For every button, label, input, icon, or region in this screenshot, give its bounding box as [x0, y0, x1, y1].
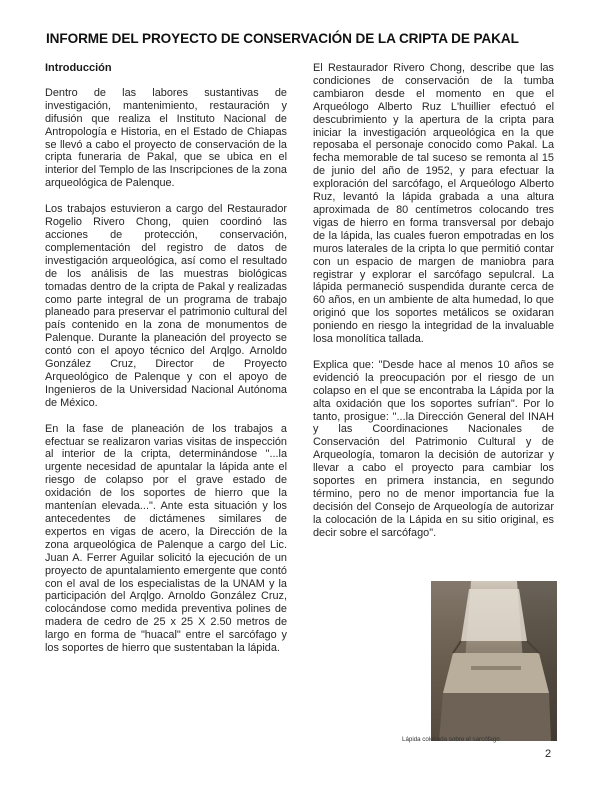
section-heading: Introducción: [45, 62, 112, 74]
paragraph: Explica que: "Desde hace al menos 10 años se evidenció la preocupación por el riesgo de un colapso en el que se encontraba la Lápida por la alta oxidación que los soportes sufrían". Por lo tanto, prosigue: "...la Dirección General del INAH y las Coordinaciones Nacionales de Conservación del Patrimonio Cultural y de Arqueología, tomaron la decisión de autorizar y llevar a cabo el proyecto para cambiar los soportes en primera instancia, en segundo término, pero no de menor importancia fue la decisión del Consejo de Arqueología de autorizar la colocación de la Lápida en su sitio original, es decir sobre el sarcófago".: [313, 358, 554, 539]
right-column: [313, 62, 554, 553]
paragraph: Los trabajos estuvieron a cargo del Restaurador Rogelio Rivero Chong, quien coordinó las acciones de protección, conservación, complementación del registro de datos de investigación arqueológica, así como el resultado de los análisis de las muestras biológicas tomadas dentro de la cripta de Pakal y realizadas como parte integral de un programa de trabajo planeado para preservar el patrimonio cultural del país contenido en la zona de monumentos de Palenque. Durante la planeación del proyecto se contó con el apoyo técnico del Arqlgo. Arnoldo González Cruz, Director de Proyecto Arqueológico de Palenque y con el apoyo de Ingenieros de la Universidad Nacional Autónoma de México.: [45, 203, 287, 409]
page-number: 2: [545, 748, 552, 760]
left-column: [45, 62, 287, 668]
photo-illustration: [431, 581, 557, 741]
paragraph: El Restaurador Rivero Chong, describe que las condiciones de conservación de la tumba cambiaron desde el momento en que el Arqueólogo Alberto Ruz L'huillier efectuó el descubrimiento y la apertura de la cripta para iniciar la investigación arqueológica en la que reposaba el personaje conocido como Pakal. La fecha memorable de tal suceso se remonta al 15 de junio del año de 1952, y para efectuar la exploración del sarcófago, el Arqueólogo Alberto Ruz, levantó la lápida grabada a una altura aproximada de 80 centímetros colocando tres vigas de hierro en forma transversal por debajo de la lápida, las cuales fueron empotradas en los muros laterales de la cripta lo que permitió contar con un espacio de margen de maniobra para registrar y explorar el sarcófago sepulcral. La lápida permaneció suspendida durante cerca de 60 años, en un ambiente de alta humedad, lo que originó que los soportes metálicos se oxidaran poniendo en riesgo la integridad de la invaluable losa monolítica tallada.: [313, 62, 554, 346]
document-title: INFORME DEL PROYECTO DE CONSERVACIÓN DE LA CRIPTA DE PAKAL: [46, 31, 519, 46]
photo-caption: Lápida colocada sobre el sarcófago: [402, 736, 500, 743]
sarcophagus-photo: [431, 581, 557, 741]
paragraph: Dentro de las labores sustantivas de investigación, mantenimiento, restauración y difusión que realiza el Instituto Nacional de Antropología e Historia, en el Estado de Chiapas se llevó a cabo el proyecto de conservación de la cripta funeraria de Pakal, que se ubica en el interior del Templo de las Inscripciones de la zona arqueológica de Palenque.: [45, 86, 287, 190]
paragraph: En la fase de planeación de los trabajos a efectuar se realizaron varias visitas de inspección al interior de la cripta, determinándose "...la urgente necesidad de apuntalar la lápida ante el riesgo de colapso por el grave estado de oxidación de los soportes de hierro que la mantenían elevada...". Ante esta situación y los antecedentes de dictámenes similares de expertos en vigas de acero, la Dirección de la zona arqueológica de Palenque a cargo del Lic. Juan A. Ferrer Aguilar solicitó la ejecución de un proyecto de apuntalamiento emergente que contó con el aval de los especialistas de la UNAM y la participación del Arqlgo. Arnoldo González Cruz, colocándose como medida preventiva polines de madera de cedro de 25 x 25 X 2.50 metros de largo en forma de "huacal" entre el sarcófago y los soportes de hierro que sustentaban la lápida.: [45, 422, 287, 655]
